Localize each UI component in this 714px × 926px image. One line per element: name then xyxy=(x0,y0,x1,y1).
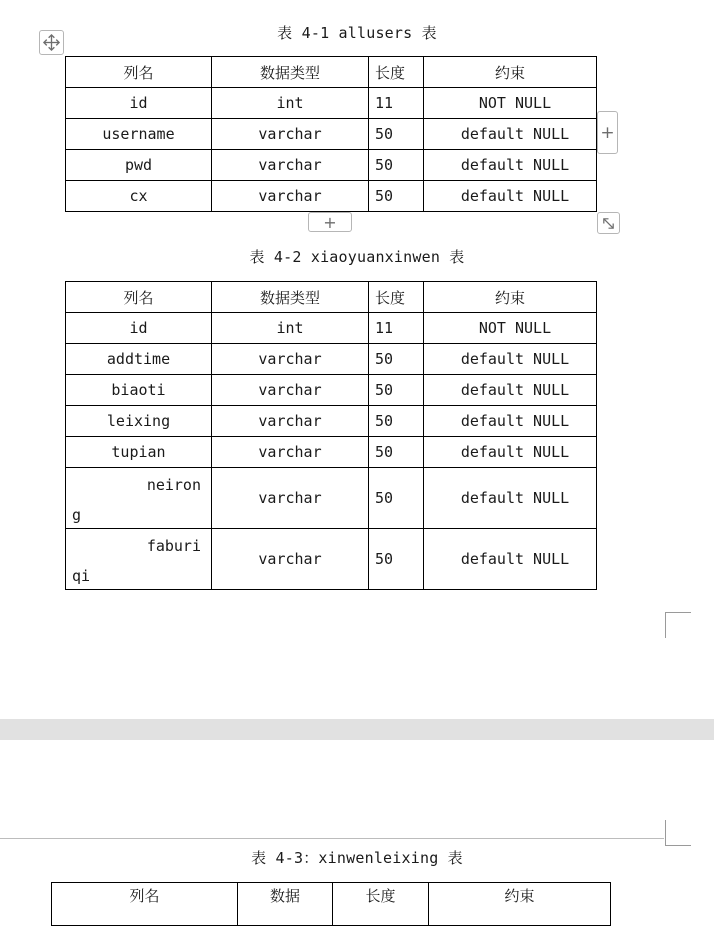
header-data-type: 数据类型 xyxy=(212,282,369,313)
cell-name[interactable]: pwd xyxy=(66,150,212,181)
header-constraint: 约束 xyxy=(424,57,597,88)
header-data-type: 数据类型 xyxy=(212,57,369,88)
cell-length[interactable]: 50 xyxy=(369,406,424,437)
header-data-type: 数据 xyxy=(238,883,333,926)
cell-constraint[interactable]: default NULL xyxy=(424,344,597,375)
cell-length[interactable]: 50 xyxy=(369,181,424,212)
cell-constraint[interactable]: NOT NULL xyxy=(424,313,597,344)
cell-constraint[interactable]: default NULL xyxy=(424,406,597,437)
cell-name[interactable]: cx xyxy=(66,181,212,212)
cell-length[interactable]: 50 xyxy=(369,150,424,181)
cell-length[interactable]: 11 xyxy=(369,313,424,344)
add-row-button[interactable] xyxy=(308,212,352,232)
table-header-row xyxy=(66,282,597,313)
table-row xyxy=(66,88,597,119)
cell-type[interactable]: varchar xyxy=(212,406,369,437)
cell-type[interactable]: varchar xyxy=(212,150,369,181)
cell-name[interactable] xyxy=(66,468,212,529)
cell-constraint[interactable]: default NULL xyxy=(424,119,597,150)
cell-length[interactable]: 50 xyxy=(369,375,424,406)
table-row xyxy=(66,529,597,590)
resize-diagonal-icon xyxy=(601,216,616,231)
table-caption-3: 表 4-3：xinwenleixing 表 xyxy=(251,849,463,867)
cell-constraint[interactable]: default NULL xyxy=(424,437,597,468)
header-length: 长度 xyxy=(369,282,424,313)
table-row xyxy=(66,437,597,468)
cell-length[interactable]: 50 xyxy=(369,468,424,529)
cell-type[interactable]: varchar xyxy=(212,344,369,375)
table-row xyxy=(66,344,597,375)
cell-constraint[interactable]: default NULL xyxy=(424,468,597,529)
cell-name[interactable]: addtime xyxy=(66,344,212,375)
cell-type[interactable]: varchar xyxy=(212,375,369,406)
cell-name-line1: faburi xyxy=(146,537,201,555)
cell-type[interactable]: varchar xyxy=(212,181,369,212)
table-caption-2: 表 4-2 xiaoyuanxinwen 表 xyxy=(249,248,465,266)
page-corner-mark xyxy=(665,612,691,638)
cell-name[interactable]: id xyxy=(66,88,212,119)
xinwenleixing-table xyxy=(51,882,611,926)
cell-type[interactable]: varchar xyxy=(212,529,369,590)
header-column-name: 列名 xyxy=(52,883,238,926)
header-column-name: 列名 xyxy=(66,57,212,88)
header-constraint: 约束 xyxy=(424,282,597,313)
cell-constraint[interactable]: default NULL xyxy=(424,181,597,212)
cell-constraint[interactable]: NOT NULL xyxy=(424,88,597,119)
cell-constraint[interactable]: default NULL xyxy=(424,529,597,590)
cell-type[interactable]: varchar xyxy=(212,119,369,150)
cell-name[interactable]: id xyxy=(66,313,212,344)
cell-type[interactable]: varchar xyxy=(212,468,369,529)
allusers-table xyxy=(65,56,597,212)
cell-type[interactable]: varchar xyxy=(212,437,369,468)
header-length: 长度 xyxy=(369,57,424,88)
xiaoyuanxinwen-table xyxy=(65,281,597,590)
header-divider-line xyxy=(0,838,664,839)
cell-length[interactable]: 50 xyxy=(369,344,424,375)
cell-length[interactable]: 11 xyxy=(369,88,424,119)
cell-constraint[interactable]: default NULL xyxy=(424,375,597,406)
cell-name[interactable]: biaoti xyxy=(66,375,212,406)
table-row xyxy=(66,468,597,529)
page-corner-mark xyxy=(665,820,691,846)
cell-type[interactable]: int xyxy=(212,88,369,119)
table-caption-1: 表 4-1 allusers 表 xyxy=(277,24,437,42)
table-row xyxy=(66,313,597,344)
plus-icon: + xyxy=(323,212,337,232)
cell-length[interactable]: 50 xyxy=(369,119,424,150)
table-header-row xyxy=(66,57,597,88)
cell-length[interactable]: 50 xyxy=(369,437,424,468)
table-row xyxy=(66,150,597,181)
header-length: 长度 xyxy=(333,883,429,926)
table-resize-handle[interactable] xyxy=(597,212,620,234)
add-column-button[interactable] xyxy=(597,111,618,154)
header-constraint: 约束 xyxy=(429,883,611,926)
cell-length[interactable]: 50 xyxy=(369,529,424,590)
cell-name[interactable]: leixing xyxy=(66,406,212,437)
cell-name[interactable]: username xyxy=(66,119,212,150)
page-break-gap xyxy=(0,719,714,740)
cell-name[interactable] xyxy=(66,529,212,590)
cell-name[interactable]: tupian xyxy=(66,437,212,468)
table-row xyxy=(66,375,597,406)
table-header-row xyxy=(52,883,611,926)
header-column-name: 列名 xyxy=(66,282,212,313)
table-row xyxy=(66,119,597,150)
cell-name-line2: qi xyxy=(72,567,91,585)
table-row xyxy=(66,181,597,212)
cell-name-line2: g xyxy=(72,506,82,524)
table-row xyxy=(66,406,597,437)
cell-name-line1: neiron xyxy=(146,476,201,494)
cell-type[interactable]: int xyxy=(212,313,369,344)
plus-icon: + xyxy=(600,122,615,143)
cell-constraint[interactable]: default NULL xyxy=(424,150,597,181)
